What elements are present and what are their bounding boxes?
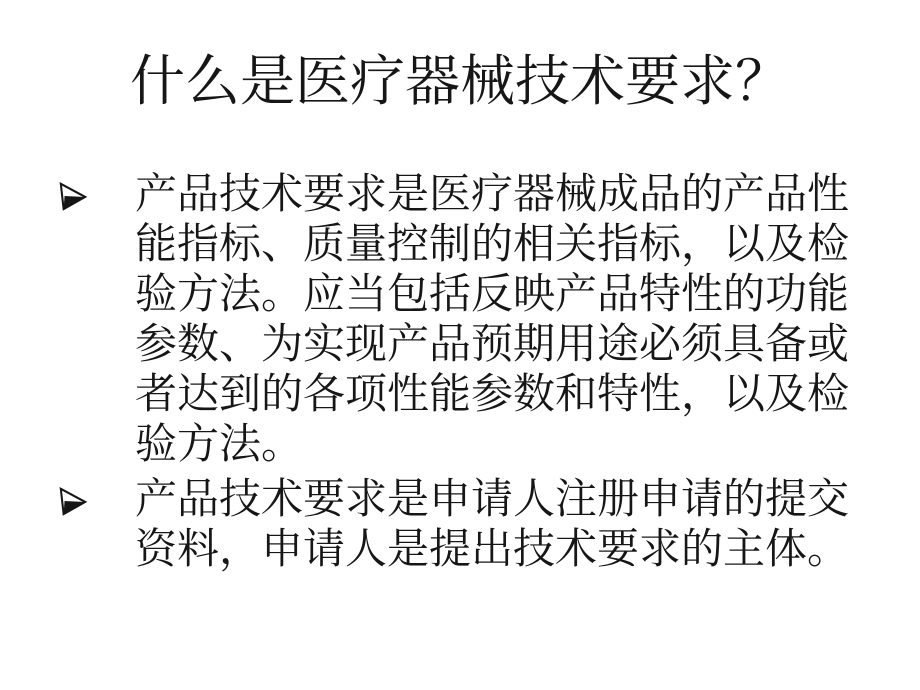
bullet-item	[58, 170, 880, 470]
arrowhead-bullet-icon	[58, 475, 135, 518]
text-line: 资料，申请人是提出技术要求的主体。	[135, 527, 850, 573]
slide-title: 什么是医疗器械技术要求？	[129, 51, 790, 112]
bullet-text	[135, 475, 849, 575]
text-line: 者达到的各项性能参数和特性，以及检	[135, 372, 850, 418]
text-line: 能指标、质量控制的相关指标，以及检	[135, 222, 850, 268]
text-line: 验方法。	[135, 422, 304, 468]
slide-body	[0, 170, 920, 575]
text-line: 产品技术要求是医疗器械成品的产品性	[135, 172, 850, 218]
text-line: 验方法。应当包括反映产品特性的功能	[135, 272, 850, 318]
bullet-text	[135, 170, 849, 470]
text-line: 参数、为实现产品预期用途必须具备或	[135, 322, 850, 368]
text-line: 产品技术要求是申请人注册申请的提交	[135, 477, 850, 523]
arrowhead-bullet-icon	[58, 170, 135, 213]
bullet-item	[58, 475, 880, 575]
